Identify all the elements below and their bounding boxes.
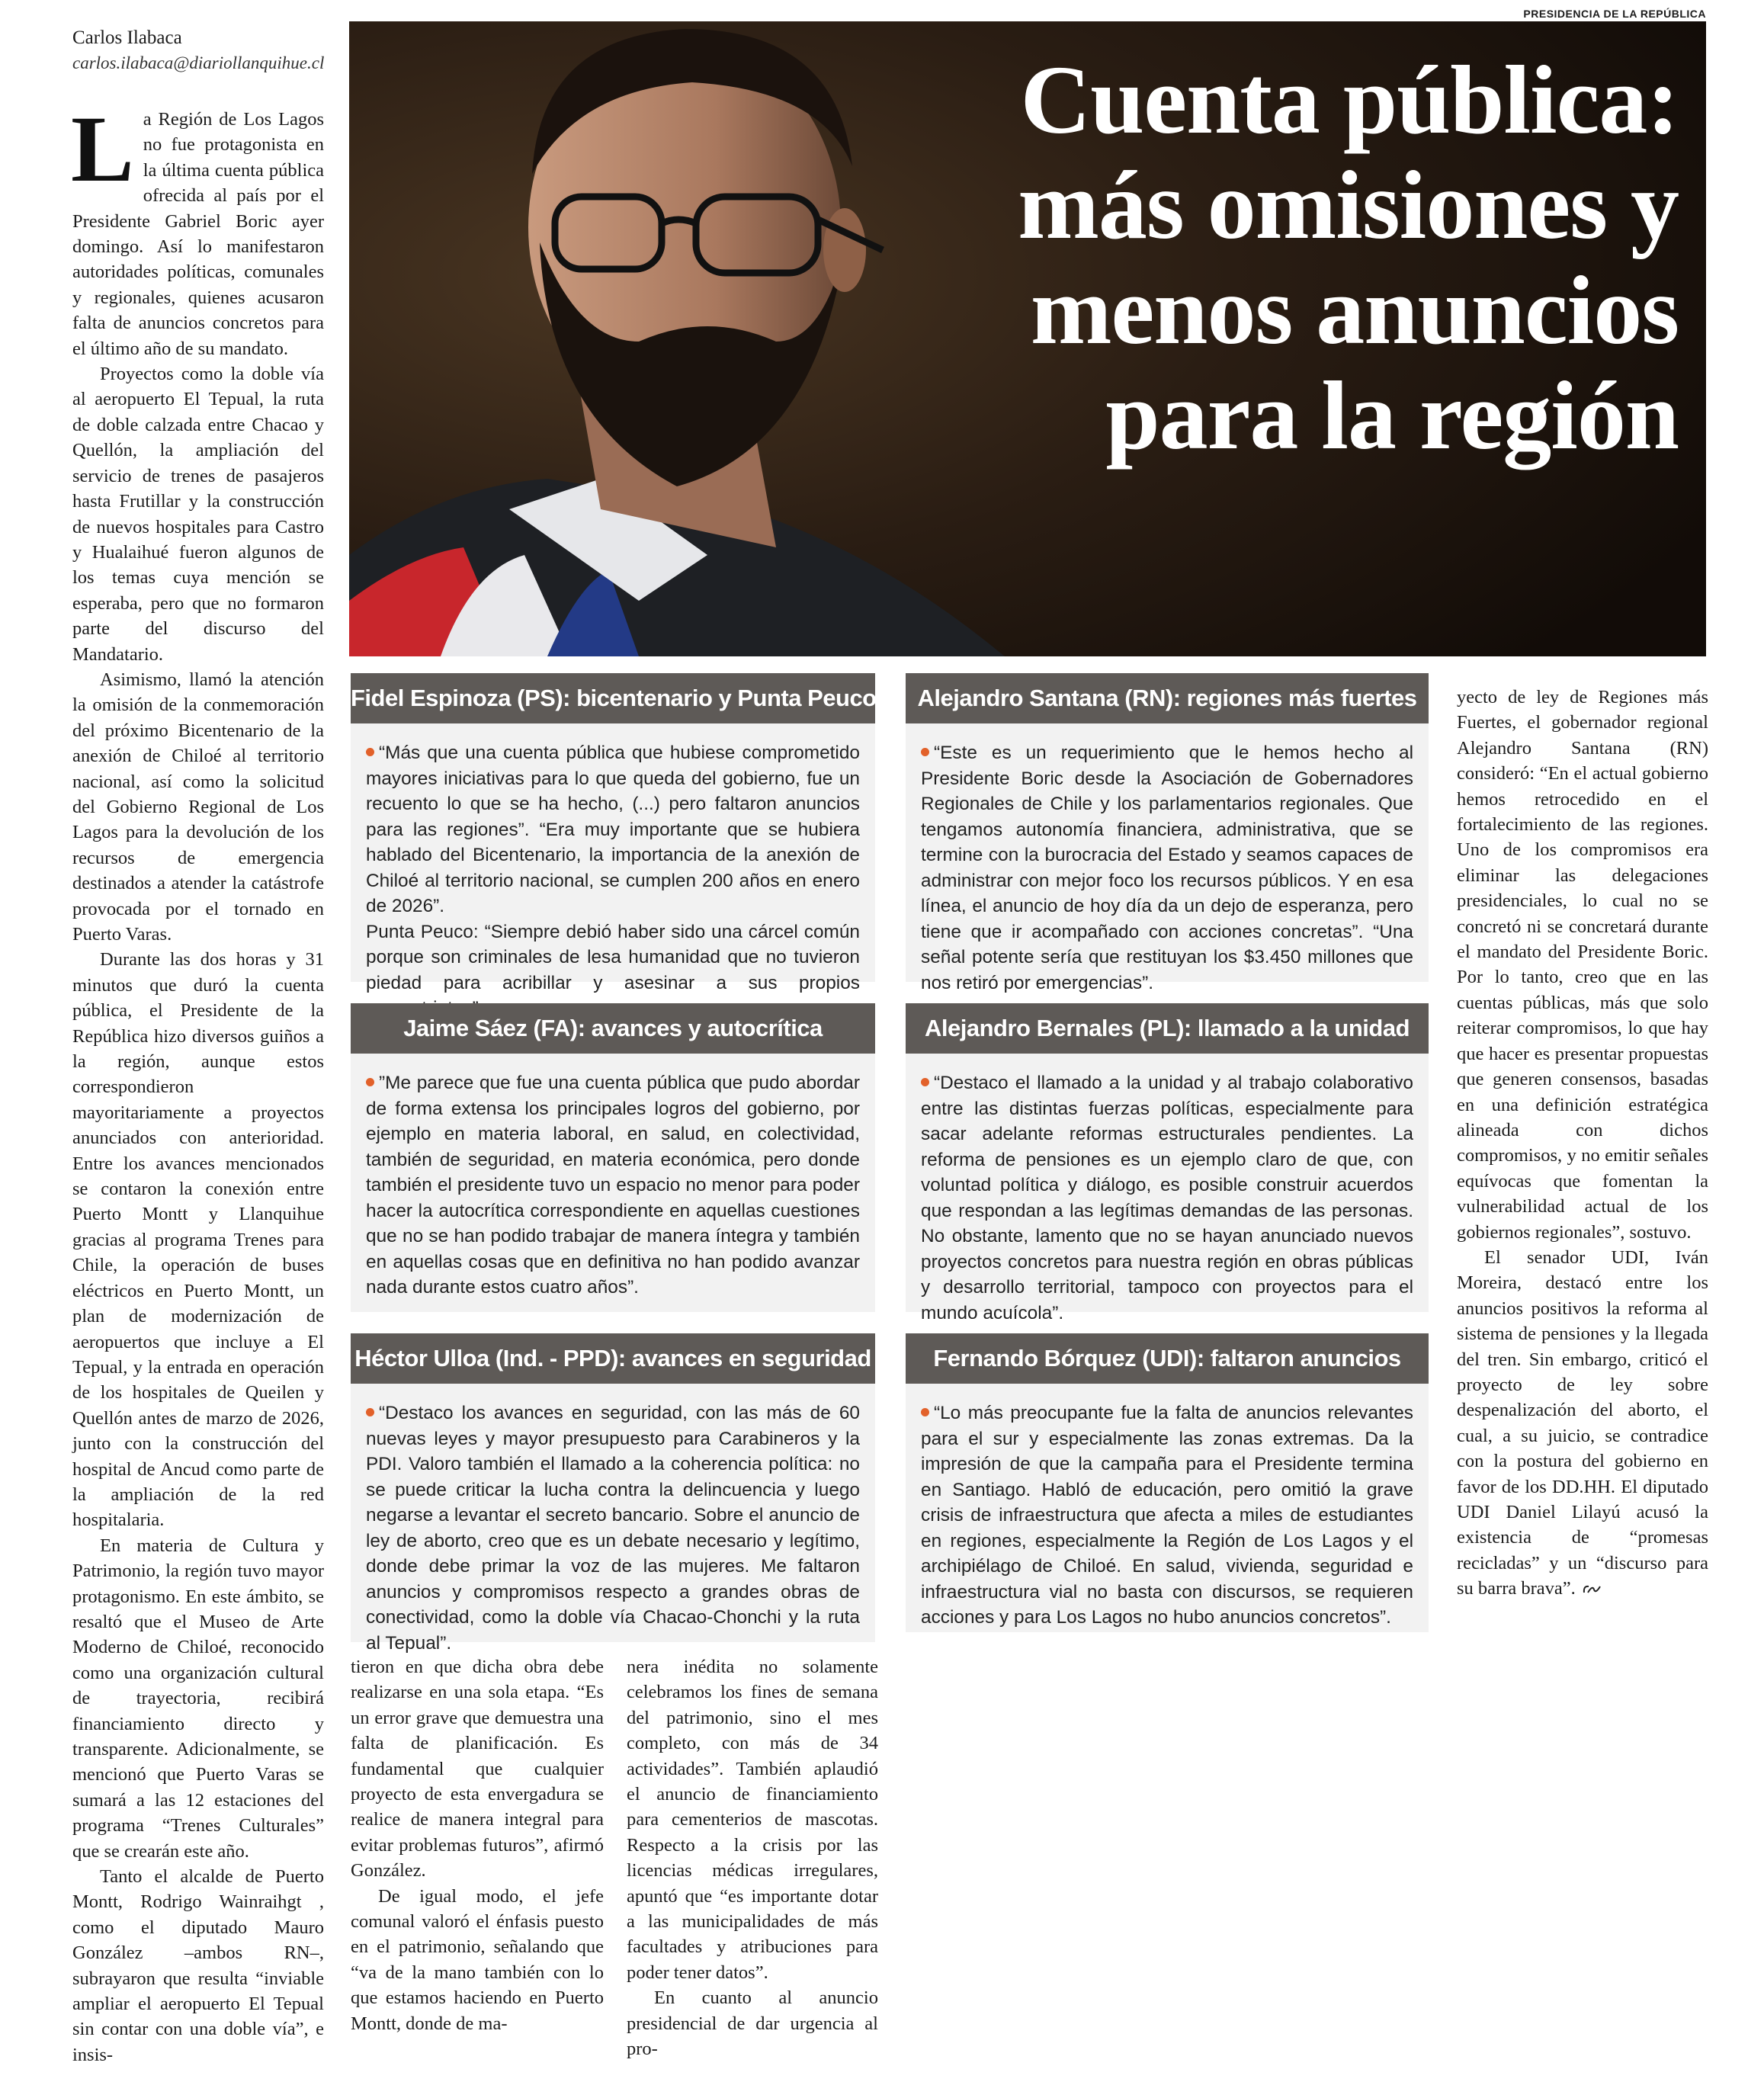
quote-paragraph: ”Me parece que fue una cuenta pública que pudo abordar de forma extensa los principales logros del gobierno, por ejemplo en materia laboral, en salud, en colectividad, también de seguridad, en materia económica, pero donde también el presidente tuvo un espacio no menor para poder hacer la autocrítica correspondiente en aquellas cuestiones que no se han podido trabajar de manera íntegra y también en aquellas cosas que en definitiva no han podido avanzar nada durante estos cuatro años”. [366,1073,860,1298]
quote-box-bernales [906,1003,1429,1323]
quote-paragraph: Punta Peuco: “Siempre debió haber sido una cárcel común porque son criminales de lesa humanidad que no tuvieron piedad para acribillar y asesinar a sus propios [366,921,860,993]
quote-paragraph: “Más que una cuenta pública que hubiese comprometido mayores iniciativas para lo que queda del gobierno, fue un recuento lo que se ha hecho, (...) pero faltaron anuncios para las regiones”. “Era muy importante que se hubiera hablado del Bicentenario, la importancia de la anexión de Chiloé al territorio nacional, se cumplen 200 años en enero de 2026”. [366,743,860,916]
photo-credit: PRESIDENCIA DE LA REPÚBLICA [1523,8,1706,20]
quote-box-body [351,723,875,1035]
bullet-dot-icon [366,1408,374,1416]
quote-box-title: Alejandro Santana (RN): regiones más fuertes [906,673,1429,723]
headline [840,47,1679,468]
quote-box-body [906,1384,1429,1644]
bullet-dot-icon [366,748,374,756]
article-column-4 [1457,685,1708,1602]
article-paragraph: El senador UDI, Iván Moreira, destacó entre los anuncios positivos la reforma al sistema de pensiones y la llegada del tren. Sin embargo, criticó el proyecto de ley sobre despenalización del aborto, el cual, a su juicio, se contradice con la postura del gobierno en favor de los DD.HH. El diputado UDI Daniel Lilayú acusó la existencia de “promesas recicladas” y un “discurso para su barra brava”. [1457,1246,1708,1599]
bullet-dot-icon [921,748,929,756]
quote-paragraph: “Lo más preocupante fue la falta de anuncios relevantes para el sur y especialmente las zonas extremas. Da la impresión de que la campaña para el Presidente termina en Santiago. Habló de educación, pero omitió la grave crisis de infraestructura que afecta a miles de estudiantes en regiones, especialmente la Región de Los Lagos y el archipiélago de Chiloé. En salud, vivienda, seguridad e infraestructura vial no basta con discursos, se requieren acciones y para Los Lagos no hubo anuncios concretos”. [921,1403,1413,1628]
byline-author: Carlos Ilabaca [72,27,182,48]
bullet-dot-icon [921,1078,929,1086]
article-paragraph: Tanto el alcalde de Puerto Montt, Rodrigo Wainraihgt , como el diputado Mauro González –ambos RN–, subrayaron que resulta “inviable ampliar el aeropuerto El Tepual sin contar con una doble vía”, e insis- [72,1866,324,2065]
headline-line: para la región [1105,361,1679,470]
drop-cap: L [71,97,134,201]
headline-line: Cuenta pública: [1020,46,1679,154]
quote-box-title: Fernando Bórquez (UDI): faltaron anuncios [906,1333,1429,1384]
article-column-3 [627,1654,878,2062]
byline-email: carlos.ilabaca@diariollanquihue.cl [72,53,325,72]
bullet-dot-icon [921,1408,929,1416]
article-paragraph: La Región de Los Lagos no fue protagonista en la última cuenta pública ofrecida al país por el Presidente Gabriel Boric ayer domingo. Así lo manifestaron autoridades políticas, comunales y regionales, quienes acusaron falta de anuncios concretos para el último año de su mandato. [71,97,324,359]
end-of-article-icon [1582,1583,1602,1596]
quote-paragraph: “Destaco el llamado a la unidad y al trabajo colaborativo entre las distintas fuerzas políticas, especialmente para sacar adelante reformas estructurales pendientes. La reforma de pensiones es un ejemplo claro de que, con voluntad política y diálogo, es posible construir acuerdos que respondan a las legítimas demandas de las personas. No obstante, lamento que no se hayan anunciado nuevos proyectos concretos para nuestra región en obras públicas y desarrollo territorial, tampoco con proyectos para el mundo acuícola”. [921,1073,1413,1323]
quote-box-santana [906,673,1429,993]
article-paragraph: Asimismo, llamó la atención la omisión de la conmemoración del próximo Bicentenario de la anexión de Chiloé al territorio nacional, así como la solicitud del Gobierno Regional de Los Lagos para la devolución de los recursos de emergencia destinados a atender la catástrofe provocada por el tornado en Puerto Varas. [72,669,324,945]
quote-box-title: Héctor Ulloa (Ind. - PPD): avances en seguridad [351,1333,875,1384]
quote-box-saez [351,1003,875,1312]
quote-box-title: Alejandro Bernales (PL): llamado a la unidad [906,1003,1429,1054]
article-paragraph: nera inédita no solamente celebramos los fines de semana del patrimonio, sino el mes completo, con más de 34 actividades”. También aplaudió el anuncio de financiamiento para cementerios de mascotas. Respecto a la crisis por las licencias médicas irregulares, apuntó que “es importante dotar a las municipalidades de más facultades y atribuciones para poder tener datos”. [627,1657,878,1983]
article-column-1 [71,97,324,2068]
quote-paragraph: “Destaco los avances en seguridad, con las más de 60 nuevas leyes y mayor presupuesto para Carabineros y la PDI. Valoro también el llamado a la coherencia política: no se puede criticar la lucha contra la delincuencia y luego negarse a levantar el secreto bancario. Sobre el anuncio de ley de aborto, creo que es un debate necesario y legítimo, donde debe primar la voz de las mujeres. Me faltaron anuncios y compromisos respecto a grandes obras de conectividad, como la doble vía Chacao-Chonchi y la ruta al Tepual”. [366,1403,860,1654]
article-paragraph: En materia de Cultura y Patrimonio, la región tuvo mayor protagonismo. En este ámbito, se resaltó que el Museo de Arte Moderno de Chiloé, reconocido como una organización cultural de trayectoria, recibirá financiamiento directo y transparente. Adicionalmente, se mencionó que Puerto Varas se sumará a las 12 estaciones del programa “Trenes Culturales” que se crearán este año. [72,1535,324,1862]
article-paragraph: tieron en que dicha obra debe realizarse en una sola etapa. “Es un error grave que demuestra una falta de planificación. Es fundamental que cualquier proyecto de esta envergadura se realice de manera integral para evitar problemas futuros”, afirmó González. [351,1657,604,1881]
article-paragraph: Proyectos como la doble vía al aeropuerto El Tepual, la ruta de doble calzada entre Chacao y Quellón, la ampliación del servicio de trenes de pasajeros hasta Frutillar y la construcción de nuevos hospitales para Castro y Hualaihué fueron algunos de los temas cuya mención se esperaba, pero que no formaron parte del discurso del Mandatario. [72,364,324,665]
article-paragraph: Durante las dos horas y 31 minutos que duró la cuenta pública, el Presidente de la República hizo diversos guiños a la región, aunque estos correspondieron mayoritariamente a proyectos anunciados con anterioridad. Entre los avances mencionados se contaron la conexión entre Puerto Montt y Llanquihue gracias al programa Trenes para Chile, la operación de buses eléctricos en Puerto Montt, un plan de modernización de aeropuertos que incluye a El Tepual, y la entrada en operación de los hospitales de Queilen y Quellón antes de marzo de 2026, junto con la construcción del hospital de Ancud como parte de la ampliación de la red hospitalaria. [72,949,324,1531]
quote-box-title: Fidel Espinoza (PS): bicentenario y Punta Peuco [351,673,875,723]
bullet-dot-icon [366,1078,374,1086]
quote-box-body [351,1384,875,1670]
quote-box-ulloa [351,1333,875,1654]
quote-paragraph: “Este es un requerimiento que le hemos hecho al Presidente Boric desde la Asociación de Gobernadores Regionales de Chile y los parlamentarios regionales. Que tengamos autonomía financiera, administrativa, que se termine con la burocracia del Estado y seamos capaces de administrar con mejor foco los recursos públicos. Y en esa línea, el anuncio de hoy día da un dejo de esperanza, pero tiene que ir acompañado con acciones concretas”. “Una señal potente sería que restituyan los $3.450 millones que nos retiró por emergencias”. [921,743,1413,993]
headline-line: más omisiones y [1018,151,1679,259]
article-paragraph: De igual modo, el jefe comunal valoró el énfasis puesto en el patrimonio, señalando que “va de la mano también con lo que estamos haciendo en Puerto Montt, donde de ma- [351,1885,604,2034]
quote-box-body [351,1054,875,1314]
headline-line: menos anuncios [1030,256,1679,364]
quote-box-borquez [906,1333,1429,1632]
quote-box-title: Jaime Sáez (FA): avances y autocrítica [351,1003,875,1054]
article-paragraph: yecto de ley de Regiones más Fuertes, el gobernador regional Alejandro Santana (RN) consideró: “En el actual gobierno hemos retrocedido en el fortalecimiento de las regiones. Uno de los compromisos era eliminar las delegaciones presidenciales, lo cual no se concretó ni se concretará durante el mandato del Presidente Boric. Por lo tanto, creo que en las cuentas públicas, más que solo reiterar compromisos, lo que hay que hacer es presentar propuestas que generen consensos, basadas en una definición estratégica alineada con dichos compromisos, y no emitir señales equívocas que fomentan la vulnerabilidad actual de los gobiernos regionales”, sostuvo. [1457,687,1708,1243]
article-column-2 [351,1654,604,2036]
quote-box-espinoza [351,673,877,993]
article-paragraph: En cuanto al anuncio presidencial de dar urgencia al pro- [627,1987,878,2060]
quote-box-body [906,723,1429,1009]
quote-box-body [906,1054,1429,1339]
